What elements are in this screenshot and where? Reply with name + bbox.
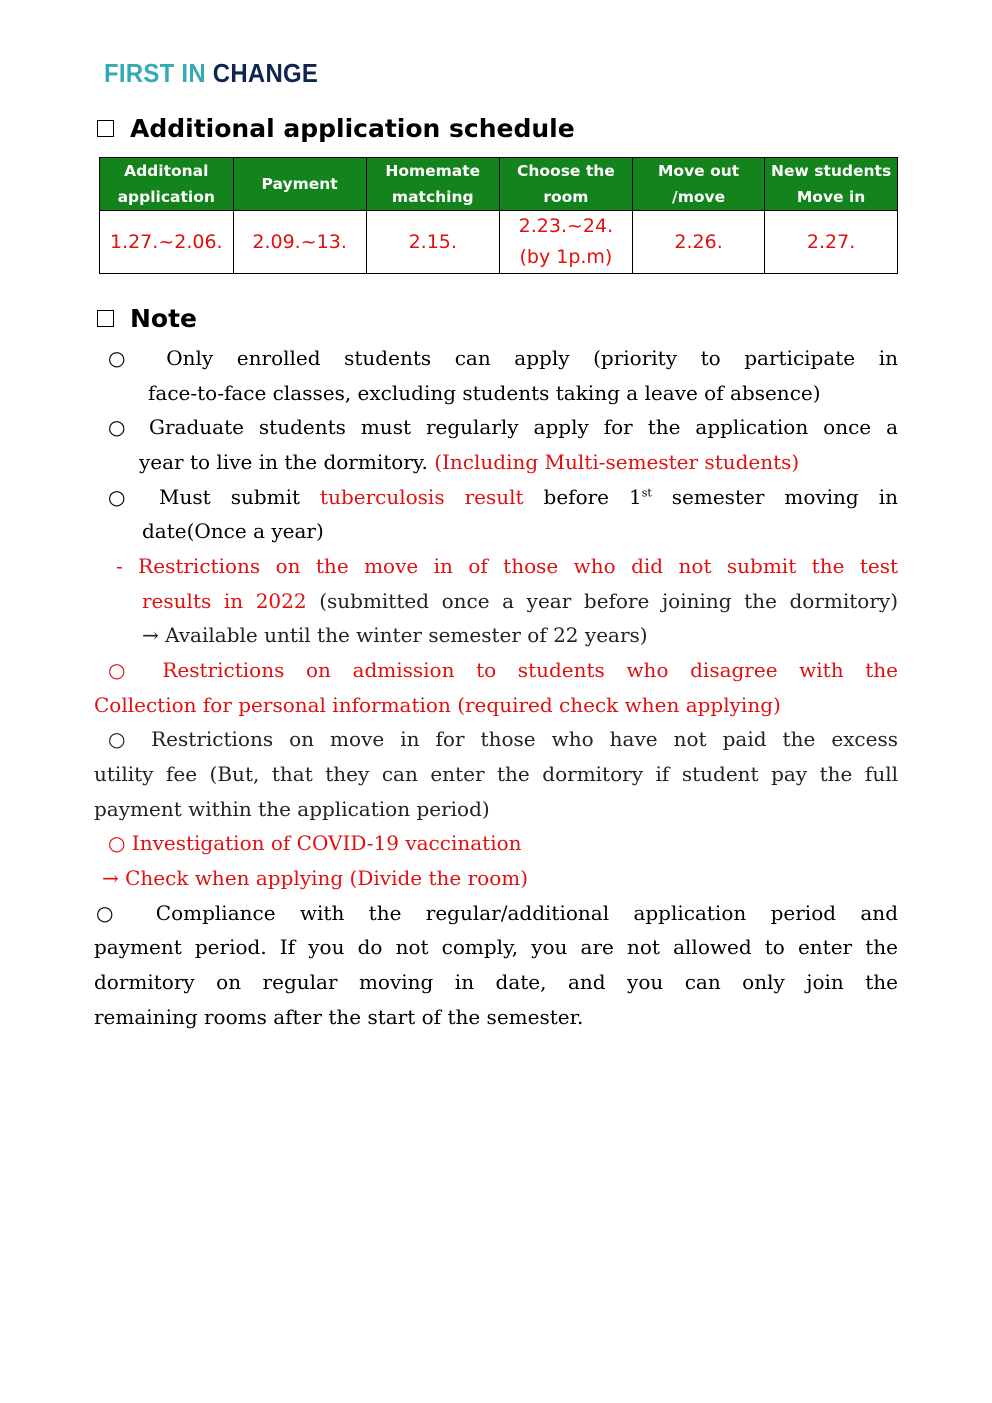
note-line: utility fee (But, that they can enter the dormitory if student pay the full [94,762,898,786]
note-line: Collection for personal information (required check when applying) [94,693,781,717]
note-line: ○ Only enrolled students can apply (priority to participate in [108,346,898,370]
note-line: ○ Graduate students must regularly apply for the application once a [108,415,898,439]
value-homemate-matching [366,211,499,274]
value-additional-application [100,211,234,274]
header-payment [233,158,366,211]
value-line: 2.09.~13. [252,230,347,253]
note-line: - Restrictions on the move in of those who did not submit the test [116,554,898,578]
value-line: 2.27. [806,230,856,253]
note-line [139,445,898,480]
note-text-red: results in 2022 [142,589,307,613]
note-line: ○ Compliance with the regular/additional application period and [96,901,898,925]
schedule-heading [97,114,575,143]
header-new-students-move-in [765,158,898,211]
header-line: Homemate [385,162,481,180]
note-superscript: st [641,486,652,500]
note-text: semester moving in [651,485,898,509]
note-line: payment within the application period) [94,797,490,821]
schedule-header-row [100,158,898,211]
note-text: (submitted once a year before joining the dormitory) [306,589,898,613]
note-heading [97,304,197,333]
value-choose-room [499,211,632,274]
checkbox-icon [97,310,114,327]
schedule-heading-text: Additional application schedule [130,114,575,143]
header-line: application [117,188,215,206]
value-line: (by 1p.m) [519,246,613,268]
header-line: Payment [261,175,338,193]
logo-first-in: FIRST IN [104,58,213,88]
note-text: ○ Must submit [108,485,321,509]
header-line: room [543,188,589,206]
value-line: 2.23.~24. [518,215,614,237]
note-line: payment period. If you do not comply, you are not allowed to enter the [94,935,898,959]
note-line [108,480,898,515]
header-line: New students [771,162,892,180]
note-text: year to live in the dormitory. [139,450,435,474]
header-homemate-matching [366,158,499,211]
value-new-students-move-in [765,211,898,274]
logo-change: CHANGE [212,58,319,88]
note-line: → Available until the winter semester of 22 years) [142,623,648,647]
header-line: Choose the [517,162,615,180]
checkbox-icon [97,120,114,137]
note-line: date(Once a year) [142,519,324,543]
value-line: 2.15. [408,230,457,253]
header-line: Move out [658,162,740,180]
note-text-red: tuberculosis result [320,485,524,509]
note-line [142,584,898,619]
note-line: remaining rooms after the start of the semester. [94,1005,584,1029]
note-line: face-to-face classes, excluding students taking a leave of absence) [148,381,821,405]
value-line: 1.27.~2.06. [109,230,223,253]
note-heading-text: Note [130,304,198,333]
header-line: Additonal [124,162,209,180]
logo [104,58,318,89]
note-line: ○ Investigation of COVID-19 vaccination [108,831,522,855]
value-line: 2.26. [674,230,723,253]
header-line: Move in [796,188,866,206]
schedule-value-row [100,211,898,274]
value-move-out [632,211,764,274]
header-line: /move [672,188,726,206]
header-additional-application [100,158,234,211]
schedule-table [99,157,898,274]
header-move-out [632,158,764,211]
note-line: → Check when applying (Divide the room) [102,866,528,890]
note-text-red: (Including Multi-semester students) [434,450,800,474]
header-choose-room [499,158,632,211]
note-text: before 1 [523,485,642,509]
note-line: dormitory on regular moving in date, and you can only join the [94,970,898,994]
note-line: ○ Restrictions on admission to students who disagree with the [108,658,898,682]
note-line: ○ Restrictions on move in for those who have not paid the excess [108,727,898,751]
header-line: matching [391,188,474,206]
value-payment [233,211,366,274]
